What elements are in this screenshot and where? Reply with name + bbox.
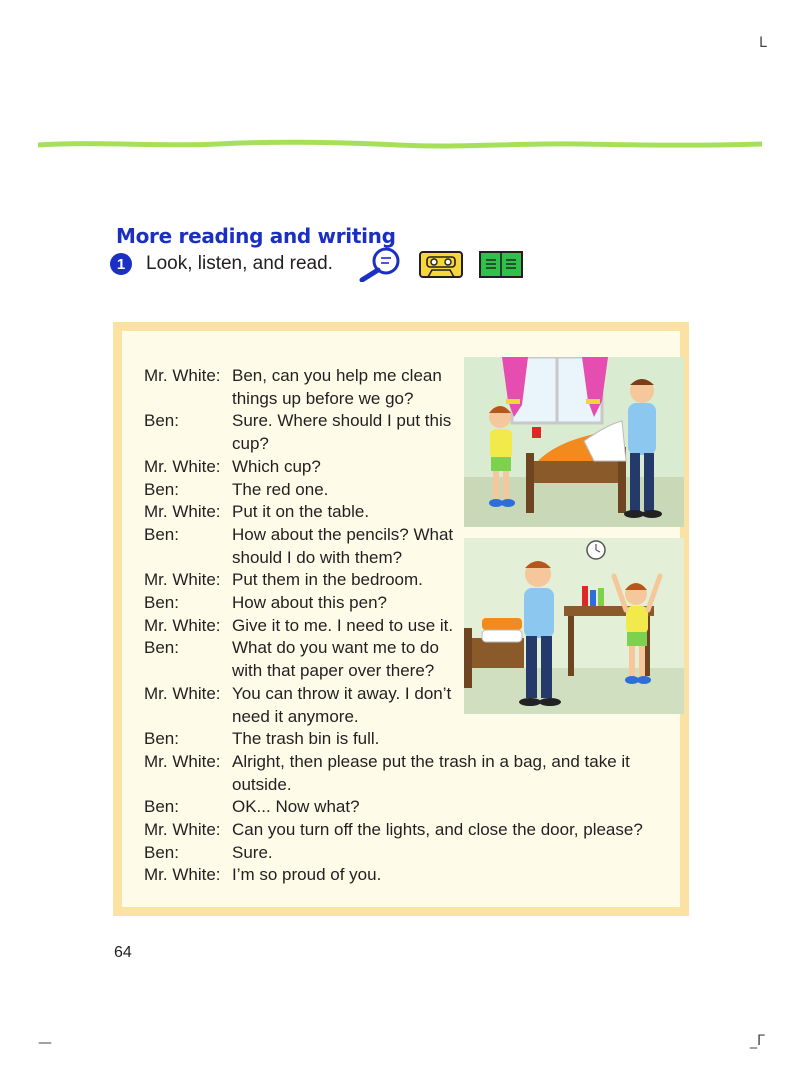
speaker-name: Ben: [144,842,179,862]
speaker-name: Ben: [144,797,179,817]
activity-icons [356,246,524,282]
speech-line: Sure. Where should I put this [232,411,452,431]
speech-line: Alright, then please put the trash in a bag, and take it [232,751,630,771]
speech-text [232,819,643,842]
speech-line: Can you turn off the lights, and close the door, please? [232,820,643,840]
crop-mark-bottom-left: — [38,1035,52,1051]
dialogue-line [144,751,643,796]
speaker-name: Mr. White: [144,502,221,522]
speech-text [232,365,442,410]
exercise-number-badge: 1 [110,253,132,275]
green-divider-line [38,138,762,150]
speaker-name: Ben: [144,411,179,431]
speech-text [232,410,451,455]
speech-line: need it anymore. [232,706,359,726]
speech-line: What do you want me to do [232,638,439,658]
speech-text [232,592,387,615]
speech-line: Put it on the table. [232,502,370,522]
speech-text [232,615,453,638]
speech-line: How about the pencils? What [232,524,454,544]
speaker-name: Mr. White: [144,456,221,476]
speech-text [232,728,379,751]
speaker-name: Mr. White: [144,615,221,635]
speech-line: cup? [232,434,269,454]
speaker-name: Mr. White: [144,865,221,885]
speaker-name: Mr. White: [144,366,221,385]
page-number: 64 [114,944,132,961]
speaker-name: Mr. White: [144,751,221,771]
speech-line: Which cup? [232,456,321,476]
speech-line: Put them in the bedroom. [232,570,423,590]
speaker-name: Mr. White: [144,570,221,590]
reading-panel-inner [122,331,680,907]
speech-text [232,501,369,524]
speaker-name: Ben: [144,524,179,544]
speaker-name: Ben: [144,729,179,749]
illustration-bedroom [464,357,684,527]
speech-line: You can throw it away. I don’t [232,683,452,703]
cassette-tape-icon [418,249,464,279]
section-heading: More reading and writing [116,224,396,248]
speaker-name: Ben: [144,638,179,658]
speech-text [232,683,451,728]
speech-text [232,456,321,479]
speech-line: The trash bin is full. [232,729,380,749]
speech-line: things up before we go? [232,388,414,408]
magnifying-glass-icon [356,246,404,282]
open-book-icon [478,249,524,279]
speech-line: Give it to me. I need to use it. [232,615,454,635]
speaker-name: Ben: [144,593,179,613]
illustration-living-room [464,538,684,714]
speaker-name: Ben: [144,479,179,499]
reading-panel [113,322,689,916]
speech-line: with that paper over there? [232,661,435,681]
speech-text [232,796,360,819]
speech-line: I’m so proud of you. [232,865,382,885]
speech-line: Sure. [232,842,273,862]
dialogue-line [144,796,643,819]
speech-line: How about this pen? [232,593,387,613]
crop-mark-bottom-right: _Γ [750,1033,765,1049]
speech-text [232,524,453,569]
speech-line: should I do with them? [232,547,403,567]
speech-text [232,751,630,796]
speech-line: Ben, can you help me clean [232,366,442,385]
dialogue-line [144,819,643,842]
speech-text [232,842,273,865]
speech-line: outside. [232,774,292,794]
speech-line: The red one. [232,479,329,499]
speech-line: OK... Now what? [232,797,360,817]
speech-text [232,864,381,887]
dialogue-line [144,864,643,887]
dialogue-line [144,842,643,865]
speaker-name: Mr. White: [144,683,221,703]
dialogue-line [144,728,643,751]
speech-text [232,637,439,682]
exercise-instruction [110,250,333,278]
crop-mark-top-right: ᒪ [759,35,767,51]
instruction-text: Look, listen, and read. [146,253,333,274]
speaker-name: Mr. White: [144,820,221,840]
speech-text [232,569,423,592]
speech-text [232,479,328,502]
